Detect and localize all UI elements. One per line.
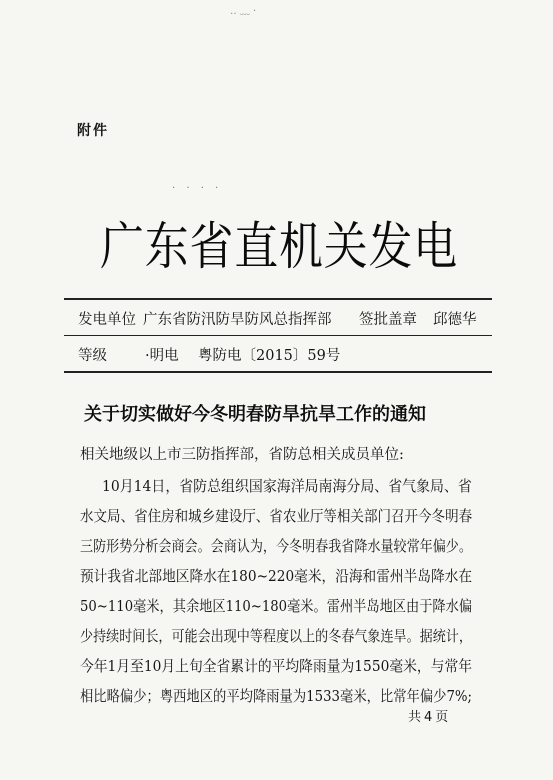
body-line: 相比略偏少；粤西地区的平均降雨量为1533毫米，比常年偏少7%;: [80, 688, 473, 705]
attachment-label: 附件: [77, 123, 109, 139]
scan-dots: · · · ·: [172, 183, 223, 194]
addressee: 相关地级以上市三防指挥部，省防总相关成员单位:: [80, 447, 404, 463]
body-line: 10月14日，省防总组织国家海洋局南海分局、省气象局、省: [102, 478, 472, 495]
grade-value: ·明电: [145, 348, 179, 364]
sign-label: 签批盖章: [359, 312, 417, 328]
body-line: 水文局、省住房和城乡建设厅、省农业厅等相关部门召开今冬明春: [80, 508, 473, 525]
rule-top: [64, 298, 492, 300]
body-line: 50~110毫米，其余地区110~180毫米。雷州半岛地区由于降水偏: [80, 598, 473, 615]
document-title: 广东省直机关发电: [100, 218, 459, 277]
rule-bottom: [64, 371, 492, 373]
document-number: 粤防电〔2015〕59号: [198, 348, 341, 364]
body-line: 今年1月至10月上旬全省累计的平均降雨量为1550毫米，与常年: [80, 658, 473, 675]
sender-value: 广东省防汛防旱防风总指挥部: [143, 312, 332, 328]
body-line: 少持续时间长，可能会出现中等程度以上的冬春气象连旱。据统计，: [80, 628, 472, 645]
notice-title: 关于切实做好今冬明春防旱抗旱工作的通知: [84, 404, 426, 425]
grade-label: 等级: [78, 348, 107, 364]
body-line: 三防形势分析会商会。会商认为，今冬明春我省降水量较常年偏少。: [80, 538, 472, 555]
scan-mark: ‥ ﹏ ·: [230, 6, 257, 17]
page-count: 共4页: [408, 710, 452, 725]
rule-middle: [64, 335, 492, 336]
sender-label: 发电单位: [78, 312, 136, 328]
body-line: 预计我省北部地区降水在180~220毫米，沿海和雷州半岛降水在: [80, 568, 473, 585]
signer-name: 邱德华: [433, 312, 477, 328]
